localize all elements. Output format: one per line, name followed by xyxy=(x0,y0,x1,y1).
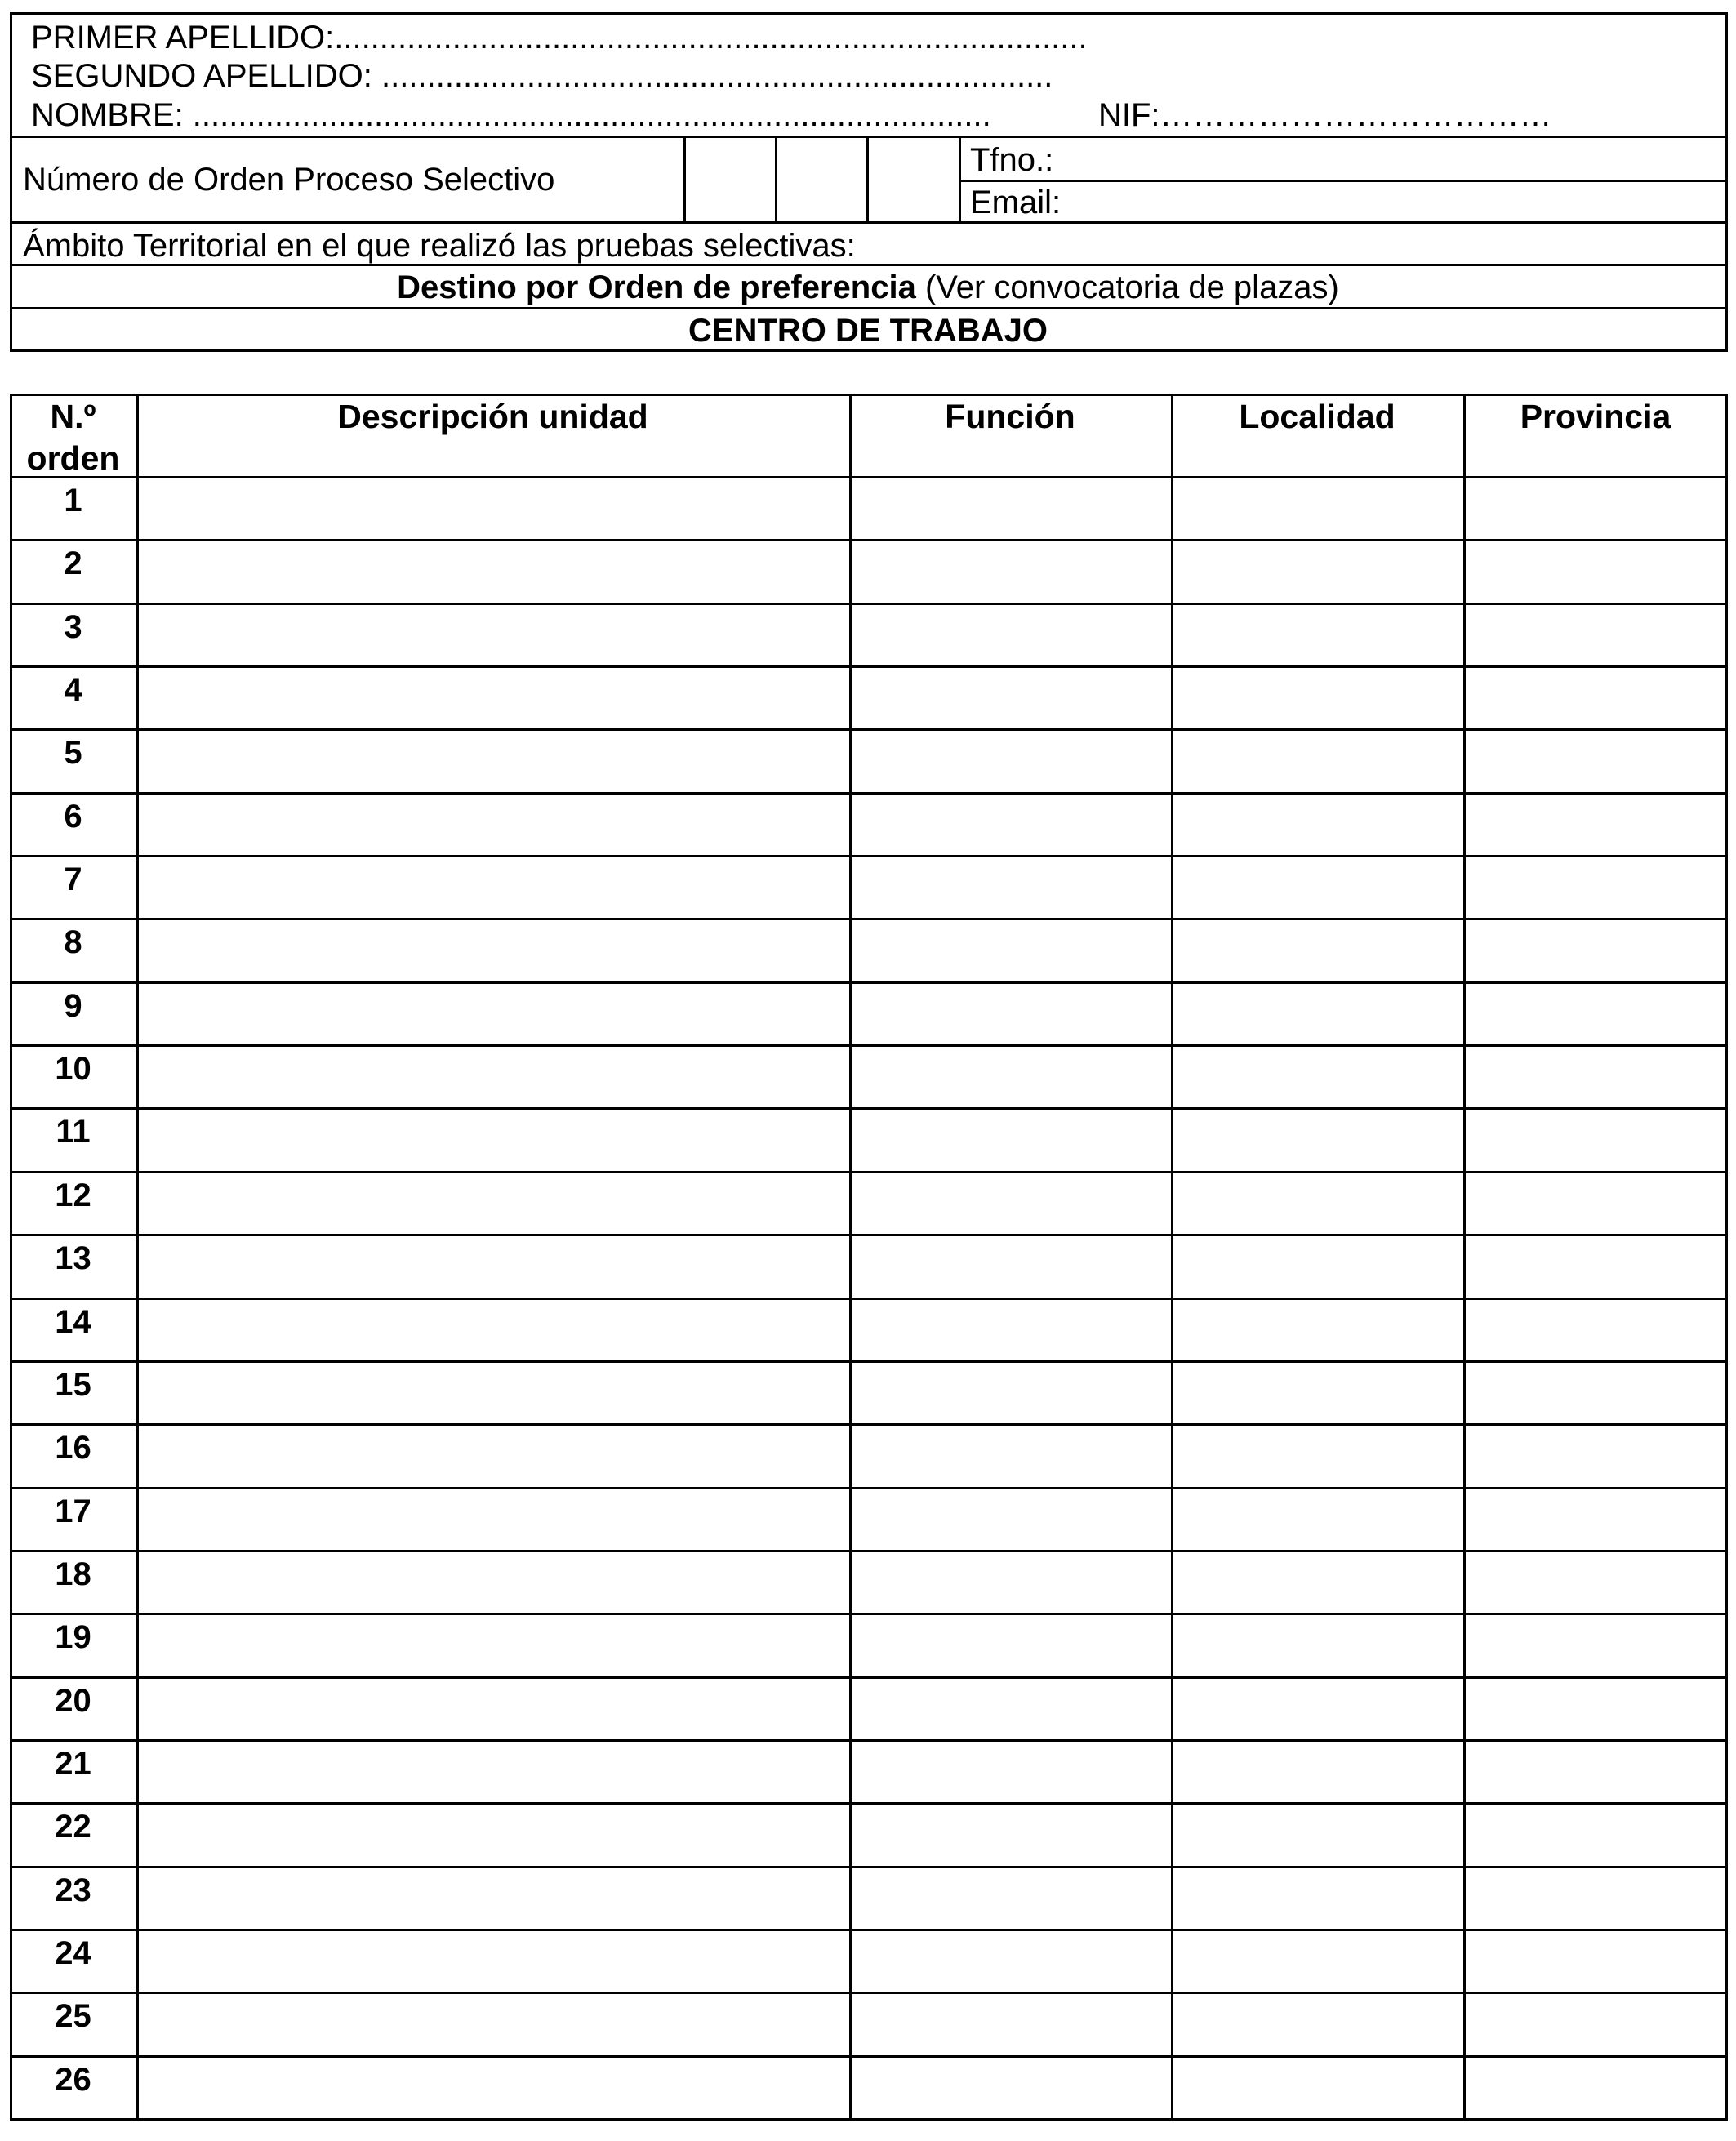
descripcion-unidad-cell[interactable] xyxy=(139,1679,849,1739)
funcion-cell[interactable] xyxy=(852,857,1171,918)
descripcion-unidad-cell[interactable] xyxy=(139,1615,849,1676)
localidad-cell[interactable] xyxy=(1173,1615,1463,1676)
funcion-cell[interactable] xyxy=(852,984,1171,1044)
localidad-cell[interactable] xyxy=(1173,1300,1463,1360)
provincia-cell[interactable] xyxy=(1466,605,1725,665)
row-number: 4 xyxy=(64,672,82,708)
provincia-cell[interactable] xyxy=(1466,2058,1725,2118)
descripcion-unidad-cell[interactable] xyxy=(139,1552,849,1613)
provincia-cell[interactable] xyxy=(1466,541,1725,602)
provincia-cell[interactable] xyxy=(1466,857,1725,918)
provincia-cell[interactable] xyxy=(1466,1047,1725,1107)
provincia-cell[interactable] xyxy=(1466,1552,1725,1613)
funcion-cell[interactable] xyxy=(852,1300,1171,1360)
nif-field[interactable]: NIF:……………………………… xyxy=(1098,97,1552,133)
descripcion-unidad-cell[interactable] xyxy=(139,1363,849,1423)
row-number: 3 xyxy=(64,609,82,645)
row-number: 1 xyxy=(64,483,82,519)
destino-bold: Destino por Orden de preferencia xyxy=(397,269,916,305)
centro-trabajo-heading: CENTRO DE TRABAJO xyxy=(688,313,1048,349)
descripcion-unidad-cell[interactable] xyxy=(139,1742,849,1802)
provincia-cell[interactable] xyxy=(1466,1300,1725,1360)
row-number: 2 xyxy=(64,545,82,581)
descripcion-unidad-cell[interactable] xyxy=(139,1173,849,1234)
localidad-cell[interactable] xyxy=(1173,1363,1463,1423)
funcion-cell[interactable] xyxy=(852,1173,1171,1234)
funcion-cell[interactable] xyxy=(852,1742,1171,1802)
localidad-cell[interactable] xyxy=(1173,1173,1463,1234)
funcion-cell[interactable] xyxy=(852,1931,1171,1992)
row-number: 11 xyxy=(56,1114,91,1150)
row-number: 21 xyxy=(55,1746,91,1782)
row-number: 14 xyxy=(55,1304,91,1340)
header-funcion: Función xyxy=(945,398,1075,435)
funcion-cell[interactable] xyxy=(852,731,1171,791)
provincia-cell[interactable] xyxy=(1466,1742,1725,1802)
row-number: 20 xyxy=(55,1683,91,1719)
header-provincia: Provincia xyxy=(1520,398,1671,435)
header-descripcion-unidad: Descripción unidad xyxy=(337,398,648,435)
localidad-cell[interactable] xyxy=(1173,478,1463,539)
email-field[interactable]: Email: xyxy=(970,185,1062,220)
funcion-cell[interactable] xyxy=(852,1363,1171,1423)
descripcion-unidad-cell[interactable] xyxy=(139,1110,849,1170)
provincia-cell[interactable] xyxy=(1466,1489,1725,1550)
descripcion-unidad-cell[interactable] xyxy=(139,541,849,602)
funcion-cell[interactable] xyxy=(852,1426,1171,1486)
provincia-cell[interactable] xyxy=(1466,731,1725,791)
row-number: 6 xyxy=(64,799,82,835)
descripcion-unidad-cell[interactable] xyxy=(139,920,849,981)
localidad-cell[interactable] xyxy=(1173,1931,1463,1992)
localidad-cell[interactable] xyxy=(1173,1679,1463,1739)
provincia-cell[interactable] xyxy=(1466,1931,1725,1992)
descripcion-unidad-cell[interactable] xyxy=(139,1047,849,1107)
provincia-cell[interactable] xyxy=(1466,1679,1725,1739)
header-numero-orden: N.º orden xyxy=(26,398,120,477)
provincia-cell[interactable] xyxy=(1466,1236,1725,1297)
localidad-cell[interactable] xyxy=(1173,731,1463,791)
row-number: 9 xyxy=(64,988,82,1024)
header-localidad: Localidad xyxy=(1239,398,1395,435)
provincia-cell[interactable] xyxy=(1466,1110,1725,1170)
descripcion-unidad-cell[interactable] xyxy=(139,478,849,539)
provincia-cell[interactable] xyxy=(1466,1868,1725,1929)
provincia-cell[interactable] xyxy=(1466,478,1725,539)
funcion-cell[interactable] xyxy=(852,541,1171,602)
row-number: 18 xyxy=(55,1556,91,1592)
descripcion-unidad-cell[interactable] xyxy=(139,1489,849,1550)
descripcion-unidad-cell[interactable] xyxy=(139,1236,849,1297)
primer-apellido-field[interactable]: PRIMER APELLIDO:................................................................................... xyxy=(31,20,1088,56)
descripcion-unidad-cell[interactable] xyxy=(139,1426,849,1486)
provincia-cell[interactable] xyxy=(1466,1363,1725,1423)
row-number: 19 xyxy=(55,1619,91,1655)
provincia-cell[interactable] xyxy=(1466,920,1725,981)
provincia-cell[interactable] xyxy=(1466,1805,1725,1865)
descripcion-unidad-cell[interactable] xyxy=(139,605,849,665)
row-number: 23 xyxy=(55,1872,91,1908)
provincia-cell[interactable] xyxy=(1466,984,1725,1044)
localidad-cell[interactable] xyxy=(1173,1236,1463,1297)
row-number: 25 xyxy=(55,1998,91,2034)
funcion-cell[interactable] xyxy=(852,795,1171,855)
numero-orden-label: Número de Orden Proceso Selectivo xyxy=(23,162,555,198)
descripcion-unidad-cell[interactable] xyxy=(139,1300,849,1360)
funcion-cell[interactable] xyxy=(852,920,1171,981)
row-number: 22 xyxy=(55,1809,91,1845)
provincia-cell[interactable] xyxy=(1466,795,1725,855)
funcion-cell[interactable] xyxy=(852,1679,1171,1739)
row-number: 10 xyxy=(55,1051,91,1087)
row-number: 15 xyxy=(55,1367,91,1403)
funcion-cell[interactable] xyxy=(852,1805,1171,1865)
numero-orden-box-3[interactable] xyxy=(869,138,959,221)
localidad-cell[interactable] xyxy=(1173,541,1463,602)
localidad-cell[interactable] xyxy=(1173,605,1463,665)
funcion-cell[interactable] xyxy=(852,1994,1171,2054)
numero-orden-box-1[interactable] xyxy=(686,138,775,221)
localidad-cell[interactable] xyxy=(1173,668,1463,728)
tfno-field[interactable]: Tfno.: xyxy=(970,142,1054,178)
provincia-cell[interactable] xyxy=(1466,1173,1725,1234)
descripcion-unidad-cell[interactable] xyxy=(139,795,849,855)
funcion-cell[interactable] xyxy=(852,478,1171,539)
funcion-cell[interactable] xyxy=(852,1552,1171,1613)
descripcion-unidad-cell[interactable] xyxy=(139,731,849,791)
funcion-cell[interactable] xyxy=(852,2058,1171,2118)
segundo-apellido-field[interactable]: SEGUNDO APELLIDO: .......................................................................... xyxy=(31,58,1053,94)
localidad-cell[interactable] xyxy=(1173,795,1463,855)
localidad-cell[interactable] xyxy=(1173,2058,1463,2118)
row-number: 16 xyxy=(55,1430,91,1466)
destino-note: (Ver convocatoria de plazas) xyxy=(915,269,1339,305)
row-number: 12 xyxy=(55,1177,91,1213)
row-number: 8 xyxy=(64,924,82,960)
descripcion-unidad-cell[interactable] xyxy=(139,984,849,1044)
provincia-cell[interactable] xyxy=(1466,1426,1725,1486)
descripcion-unidad-cell[interactable] xyxy=(139,668,849,728)
funcion-cell[interactable] xyxy=(852,1110,1171,1170)
destino-heading xyxy=(0,271,1736,304)
numero-orden-box-2[interactable] xyxy=(777,138,866,221)
localidad-cell[interactable] xyxy=(1173,984,1463,1044)
provincia-cell[interactable] xyxy=(1466,1615,1725,1676)
localidad-cell[interactable] xyxy=(1173,1552,1463,1613)
funcion-cell[interactable] xyxy=(852,1236,1171,1297)
nombre-field[interactable]: NOMBRE: ........................................................................................ xyxy=(31,97,991,133)
descripcion-unidad-cell[interactable] xyxy=(139,2058,849,2118)
row-number: 26 xyxy=(55,2062,91,2098)
localidad-cell[interactable] xyxy=(1173,1047,1463,1107)
ambito-territorial-field[interactable]: Ámbito Territorial en el que realizó las pruebas selectivas: xyxy=(23,228,856,264)
provincia-cell[interactable] xyxy=(1466,668,1725,728)
row-number: 5 xyxy=(64,735,82,771)
descripcion-unidad-cell[interactable] xyxy=(139,1805,849,1865)
localidad-cell[interactable] xyxy=(1173,1489,1463,1550)
provincia-cell[interactable] xyxy=(1466,1994,1725,2054)
descripcion-unidad-cell[interactable] xyxy=(139,857,849,918)
row-number: 13 xyxy=(55,1240,91,1276)
funcion-cell[interactable] xyxy=(852,1615,1171,1676)
row-number: 7 xyxy=(64,861,82,897)
localidad-cell[interactable] xyxy=(1173,1805,1463,1865)
localidad-cell[interactable] xyxy=(1173,1110,1463,1170)
funcion-cell[interactable] xyxy=(852,1047,1171,1107)
localidad-cell[interactable] xyxy=(1173,1994,1463,2054)
descripcion-unidad-cell[interactable] xyxy=(139,1868,849,1929)
funcion-cell[interactable] xyxy=(852,1489,1171,1550)
localidad-cell[interactable] xyxy=(1173,1742,1463,1802)
row-number: 24 xyxy=(55,1935,91,1971)
funcion-cell[interactable] xyxy=(852,1868,1171,1929)
funcion-cell[interactable] xyxy=(852,605,1171,665)
descripcion-unidad-cell[interactable] xyxy=(139,1994,849,2054)
funcion-cell[interactable] xyxy=(852,668,1171,728)
localidad-cell[interactable] xyxy=(1173,857,1463,918)
localidad-cell[interactable] xyxy=(1173,1868,1463,1929)
localidad-cell[interactable] xyxy=(1173,920,1463,981)
descripcion-unidad-cell[interactable] xyxy=(139,1931,849,1992)
localidad-cell[interactable] xyxy=(1173,1426,1463,1486)
row-number: 17 xyxy=(55,1493,91,1529)
